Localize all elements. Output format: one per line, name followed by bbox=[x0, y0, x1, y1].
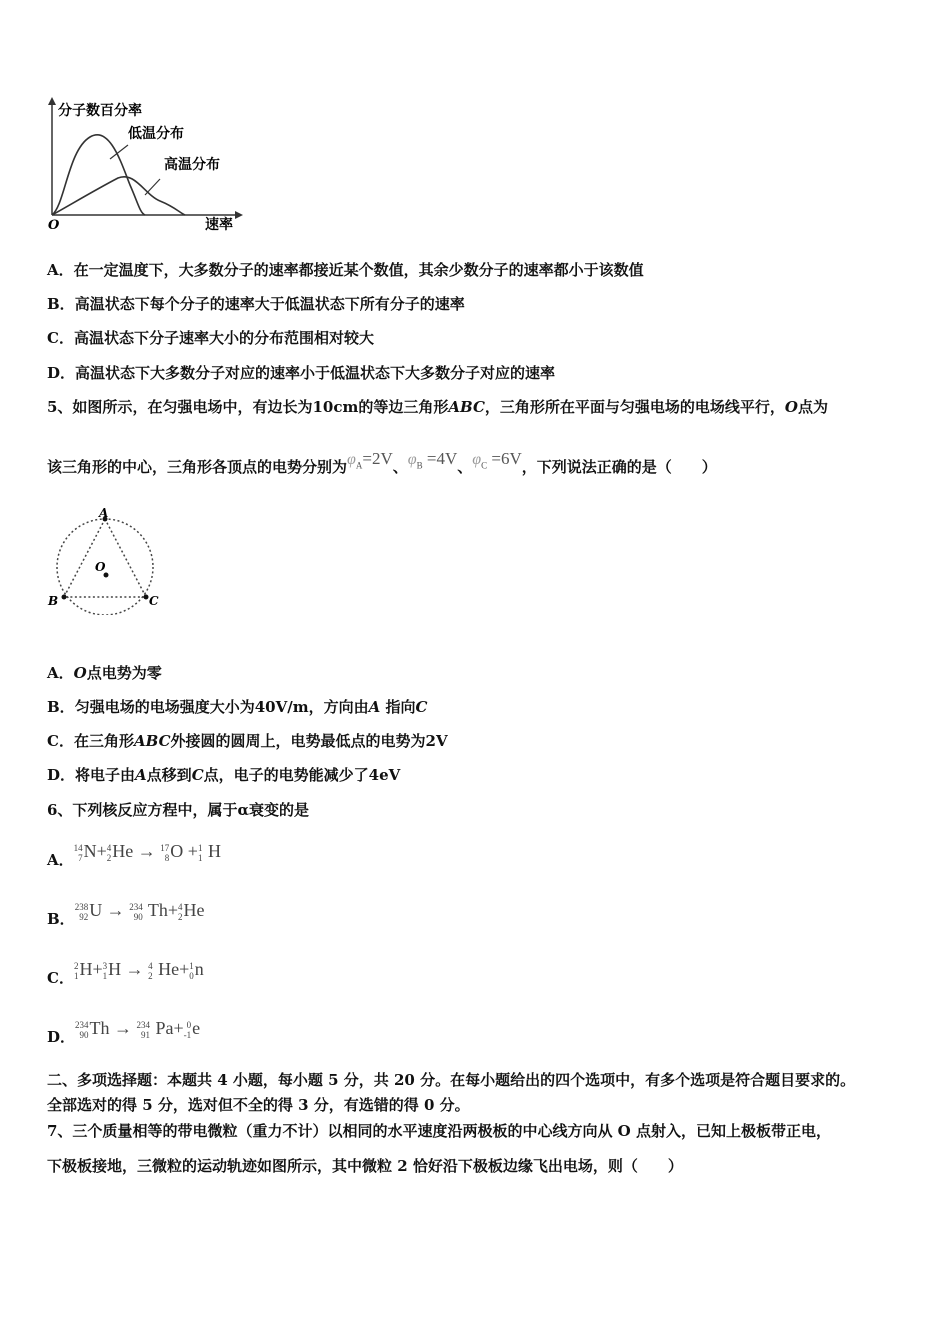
option-letter: A． bbox=[47, 261, 74, 279]
q6-option-d[interactable]: D． 234 90 Th → 234 91 Pa+ 0 -1 e bbox=[47, 1018, 201, 1046]
q5-option-b[interactable]: B．匀强电场的电场强度大小为40V/m，方向由A 指向C bbox=[47, 698, 428, 716]
q7-stem-line2: 下极板接地，三微粒的运动轨迹如图所示，其中微粒 2 恰好沿下极板边缘飞出电场，则（ ） bbox=[47, 1157, 683, 1175]
q4-option-c[interactable] bbox=[47, 328, 374, 348]
q5-option-c[interactable]: C．在三角形ABC外接圆的圆周上，电势最低点的电势为2V bbox=[47, 732, 448, 750]
option-text: 在一定温度下，大多数分子的速率都接近某个数值，其余少数分子的速率都小于该数值 bbox=[73, 261, 644, 279]
high-temp-label: 高温分布 bbox=[164, 157, 220, 173]
x-axis-label: 速率 bbox=[205, 217, 233, 233]
option-text: 高温状态下分子速率大小的分布范围相对较大 bbox=[73, 329, 374, 347]
q6-stem: 6、下列核反应方程中，属于α衰变的是 bbox=[47, 801, 309, 819]
option-letter: B． bbox=[47, 295, 75, 313]
q5-option-d[interactable]: D．将电子由A点移到C点，电子的电势能减少了4eV bbox=[47, 766, 401, 784]
y-axis-label: 分子数百分率 bbox=[58, 103, 142, 119]
high-temp-curve bbox=[52, 177, 185, 215]
nuclear-equation-a: 14 7 N+ 4 2 He → 17 8 O + 1 1 H bbox=[73, 841, 221, 863]
q4-option-b[interactable] bbox=[47, 294, 465, 314]
q6-option-b[interactable]: B． 238 92 U → 234 90 Th+ 4 2 He bbox=[47, 900, 205, 928]
low-temp-label: 低温分布 bbox=[128, 126, 184, 142]
nuclear-equation-c: 2 1 H+ 3 1 H → 4 2 He+ 1 0 n bbox=[73, 959, 204, 981]
triangle-circle-figure bbox=[45, 505, 170, 615]
section2-line1: 二、多项选择题：本题共 4 小题，每小题 5 分，共 20 分。在每小题给出的四个选项中，有多个选项是符合题目要求的。 bbox=[47, 1071, 856, 1089]
section2-line2: 全部选对的得 5 分，选对但不全的得 3 分，有选错的得 0 分。 bbox=[47, 1096, 470, 1114]
q5-stem-line1: 5、如图所示，在匀强电场中，有边长为10cm的等边三角形ABC，三角形所在平面与匀强电场的电场线平行，O点为 bbox=[47, 398, 829, 416]
q6-option-c[interactable]: C． 2 1 H+ 3 1 H → 4 2 He+ 1 0 n bbox=[47, 959, 204, 987]
center-o-label: O bbox=[95, 560, 106, 574]
option-letter: D． bbox=[47, 364, 76, 382]
q5-stem-line2: 该三角形的中心，三角形各顶点的电势分别为$\varphi_A=2V$、$\varphi_B =4V$、$\varphi_C =6V$，下列说法正确的是（ ） bbox=[47, 449, 717, 476]
vertex-b-label: B bbox=[48, 594, 59, 608]
vertex-a-label: A bbox=[99, 506, 109, 520]
vertex-c-label: C bbox=[149, 594, 159, 608]
q4-option-d[interactable] bbox=[47, 363, 555, 383]
option-text: 高温状态下大多数分子对应的速率小于低温状态下大多数分子对应的速率 bbox=[75, 364, 556, 382]
nuclear-equation-d: 234 90 Th → 234 91 Pa+ 0 -1 e bbox=[75, 1018, 201, 1040]
option-letter: C． bbox=[47, 329, 74, 347]
q5-option-a[interactable]: A．O点电势为零 bbox=[47, 664, 162, 682]
q4-option-a[interactable] bbox=[47, 260, 644, 280]
nuclear-equation-b: 238 92 U → 234 90 Th+ 4 2 He bbox=[74, 900, 205, 922]
q6-option-a[interactable]: A． 14 7 N+ 4 2 He → 17 8 O + 1 1 H bbox=[47, 841, 221, 869]
low-temp-curve bbox=[52, 135, 145, 215]
q7-stem-line1: 7、三个质量相等的带电微粒（重力不计）以相同的水平速度沿两极板的中心线方向从 O 点射入，已知上极板带正电， bbox=[47, 1122, 831, 1140]
origin-label: O bbox=[48, 218, 60, 233]
option-text: 高温状态下每个分子的速率大于低温状态下所有分子的速率 bbox=[74, 295, 465, 313]
velocity-distribution-figure bbox=[40, 95, 250, 235]
